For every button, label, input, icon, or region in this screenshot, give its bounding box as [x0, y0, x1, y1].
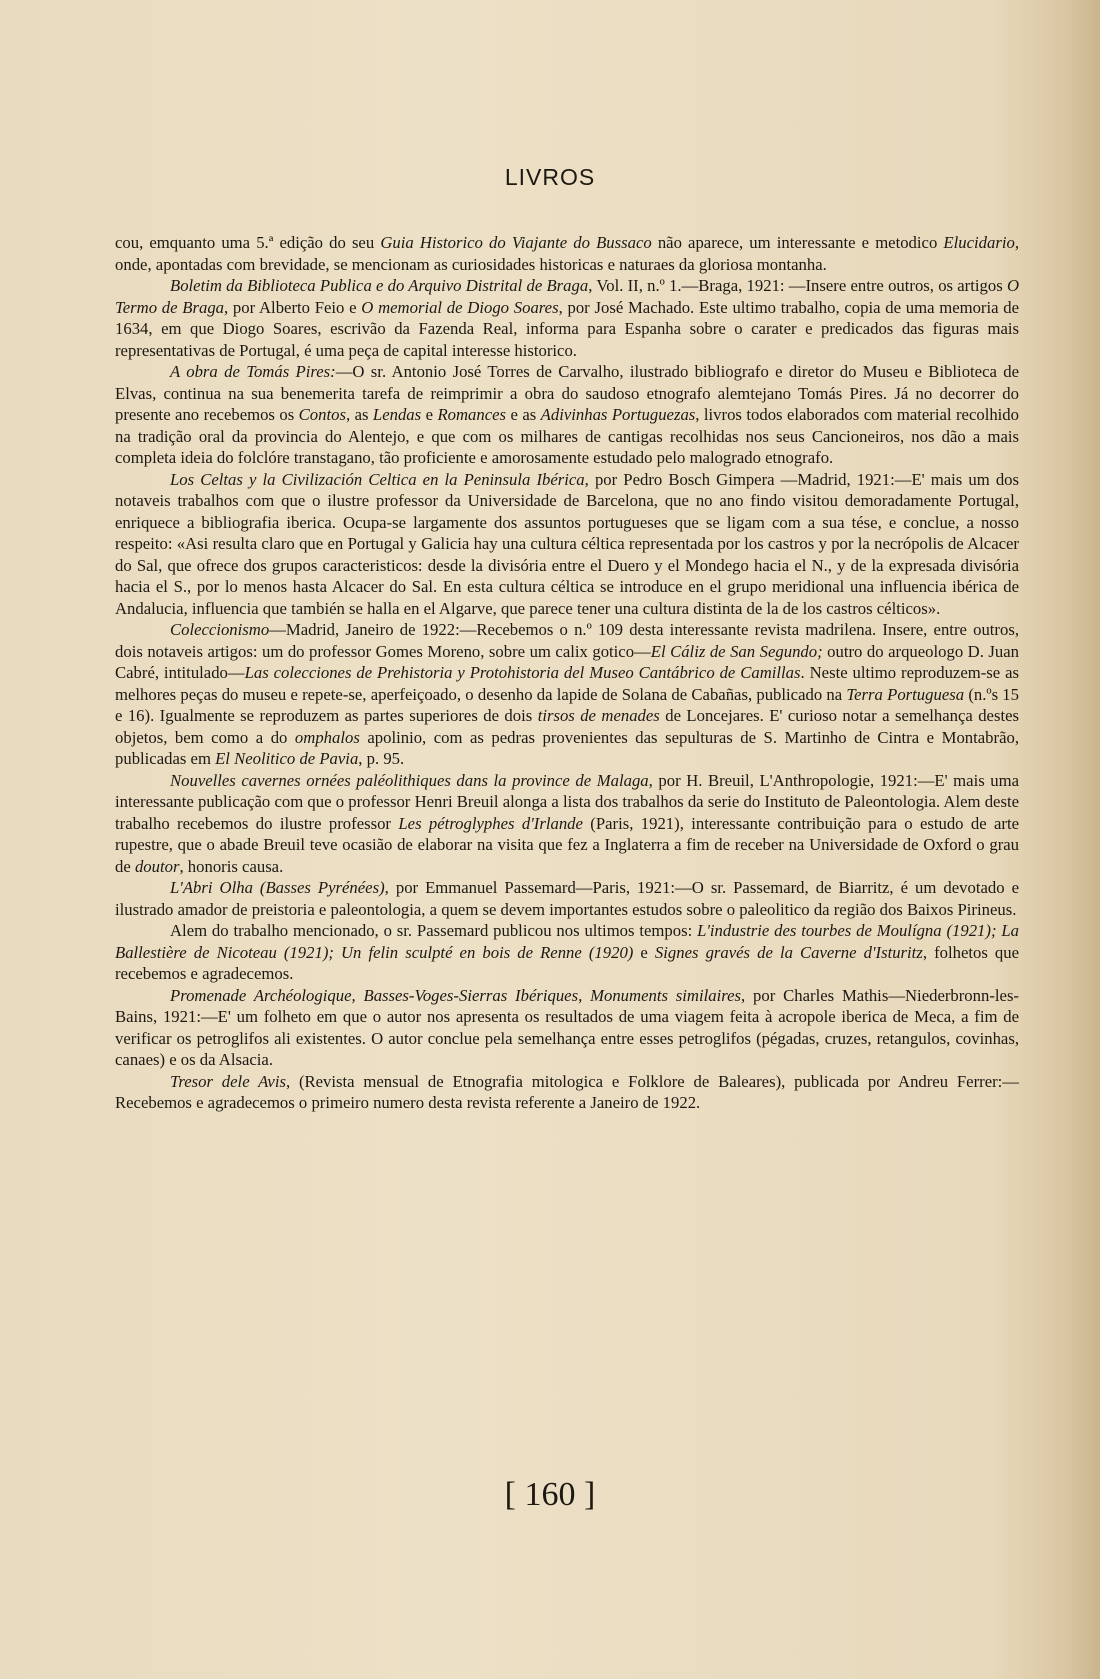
text-run: (n.ºs 15 e 16). Igualmente se reproduzem as partes superiores de dois: [115, 684, 1019, 725]
italic-title: Romances: [437, 405, 507, 424]
paragraph: [115, 361, 1019, 469]
italic-title: Elucidario: [943, 233, 1015, 252]
italic-title: Tresor dele Avis: [170, 1071, 286, 1091]
italic-title: L'Abri Olha (Basses Pyrénées): [170, 878, 385, 897]
paragraph: [115, 770, 1019, 878]
text-run: —Madrid, Janeiro de 1922:—Recebemos o n.º 109 desta interessante revista madrilena. Insere, entre outros, dois notaveis artigos: um do professor Gomes Moreno, sobre um calix gotico—: [115, 620, 1019, 661]
text-run: , Vol. II, n.º 1.—Braga, 1921: —Insere entre outros, os artigos: [588, 276, 1007, 295]
text-run: e: [421, 405, 438, 424]
italic-title: doutor: [134, 856, 180, 876]
italic-title: tirsos de menades: [537, 706, 660, 725]
text-run: outro do arqueologo D. Juan Cabré, intitulado—: [115, 641, 1020, 682]
text-run: Alem do trabalho mencionado, o sr. Passemard publicou nos ultimos tempos:: [170, 921, 698, 940]
italic-title: El Cáliz de San Segundo;: [650, 641, 823, 661]
italic-title: Los Celtas y la Civilización Celtica en la Peninsula Ibérica: [170, 469, 585, 489]
italic-title: O Termo de Braga: [115, 276, 1019, 317]
text-run: apolinio, com as pedras provenientes das sepulturas de S. Martinho de Cintra e Montabrão, publicadas em: [115, 727, 1019, 768]
paragraph: [115, 985, 1019, 1071]
italic-title: Boletim da Biblioteca Publica e do Arquivo Distrital de Braga: [170, 276, 589, 295]
text-run: , por Emmanuel Passemard—Paris, 1921:—O sr. Passemard, de Biarritz, é um devotado e ilustrado amador de preistoria e paleontologia, a quem se devem importantes estudos sobre o paleolitico da região dos Baixos Pirineus.: [115, 878, 1019, 919]
text-run: de Loncejares. E' curioso notar a semelhança destes objetos, bem como a do: [115, 706, 1019, 747]
italic-title: Coleccionismo: [170, 620, 270, 639]
text-run: , por Pedro Bosch Gimpera —Madrid, 1921:—E' mais um dos notaveis trabalhos com que o ilustre professor da Universidade de Barcelona, que no ano findo visitou demoradamente Portugal, enriquece a bibliografia iberica. Ocupa-se largamente dos assuntos portugueses que se ligam com a sua tése, e conclue, a nosso respeito: «Asi resulta claro que en Portugal y Galicia hay una cultura céltica representada por los castros y por la necrópolis de Alcacer do Sal, que ofrece dos grupos caracteristicos: desde la divisória entre el Duero y el Mondego hacia el N., y de la expresada divisória hacia el S., por lo menos hasta Alcacer do Sal. En esta cultura céltica se introduce en el grupo meridional una influencia ibérica de Andalucia, influencia que también se halla en el Algarve, que parece tener una cultura distinta de la de los castros célticos».: [115, 469, 1019, 618]
text-run: , livros todos elaborados com material recolhido na tradição oral da provincia do Alentejo, e que com os milhares de cantigas recolhidas nos seus Cancioneiros, nos dão a mais completa ideia do folclóre transtagano, tão proficiente e amorosamente estudado pelo malogrado etnografo.: [115, 405, 1019, 467]
page-number: [ 160 ]: [504, 1476, 596, 1513]
italic-title: El Neolitico de Pavia: [215, 749, 359, 768]
text-run: , as: [345, 405, 373, 424]
italic-title: Signes gravés de la Caverne d'Isturitz: [654, 942, 923, 962]
italic-title: Las colecciones de Prehistoria y Protohistoria del Museo Cantábrico de Camillas: [244, 663, 801, 682]
text-run: e: [633, 942, 655, 962]
text-run: (Paris, 1921), interessante contribuição para o estudo de arte rupestre, que o abade Breuil teve ocasião de elaborar na visita que fez a Inglaterra a fim de receber na Universidade de Oxford o grau de: [115, 813, 1020, 876]
italic-title: Nouvelles cavernes ornées paléolithiques dans la province de Malaga: [170, 770, 649, 790]
italic-title: Les pétroglyphes d'Irlande: [398, 813, 583, 833]
text-run: , honoris causa.: [179, 856, 284, 876]
paragraph: [115, 232, 1019, 275]
italic-title: omphalos: [294, 727, 360, 747]
text-run: . Neste ultimo reproduzem-se as melhores peças do museu e repete-se, aperfeiçoado, o desenho da lapide de Solana de Cabañas, publicado na: [115, 663, 1019, 704]
text-run: , p. 95.: [358, 749, 405, 768]
text-run: , por Alberto Feio e: [224, 297, 362, 317]
italic-title: Guia Historico do Viajante do Bussaco: [380, 233, 652, 252]
body-text: [115, 232, 1019, 1114]
text-run: , onde, apontadas com brevidade, se mencionam as curiosidades historicas e naturaes da gloriosa montanha.: [115, 233, 1019, 274]
text-run: —O sr. Antonio José Torres de Carvalho, ilustrado bibliografo e diretor do Museu e Biblioteca de Elvas, continua na sua benemerita tarefa de reimprimir a obra do saudoso etnografo alemtejano Tomás Pires. Já no decorrer do presente ano recebemos os: [115, 362, 1019, 424]
italic-title: Contos: [298, 405, 346, 424]
italic-title: L'industrie des tourbes de Moulígna (1921); La Ballestière de Nicoteau (1921); Un felin sculpté en bois de Renne (1920): [115, 921, 1019, 962]
paragraph: [115, 1071, 1019, 1114]
italic-title: Terra Portuguesa: [846, 684, 965, 704]
text-run: cou, emquanto uma 5.ª edição do seu: [115, 233, 381, 252]
text-run: , folhetos que recebemos e agradecemos.: [115, 942, 1020, 983]
text-run: , por Charles Mathis—Niederbronn-les-Bains, 1921:—E' um folheto em que o autor nos apresenta os resultados de uma viagem feita à acropole iberica de Meca, a fim de verificar os petroglifos ali existentes. O autor conclue pela semelhança entre esses petroglifos (pégadas, cruzes, retangulos, covinhas, canaes) e os da Alsacia.: [115, 985, 1019, 1069]
paragraph: [115, 275, 1019, 361]
italic-title: A obra de Tomás Pires:: [170, 362, 336, 381]
italic-title: Promenade Archéologique, Basses-Voges-Sierras Ibériques, Monuments similaires: [170, 985, 742, 1005]
paragraph: [115, 920, 1019, 985]
italic-title: Lendas: [372, 405, 422, 424]
text-run: e as: [506, 405, 541, 424]
text-run: , por José Machado. Este ultimo trabalho, copia de uma memoria de 1634, em que Diogo Soares, escrivão da Fazenda Real, informa para Espanha sobre o carater e predicados das figuras mais representativas de Portugal, é uma peça de capital interesse historico.: [115, 297, 1020, 360]
paragraph: [115, 619, 1019, 770]
text-run: não aparece, um interessante e metodico: [651, 233, 944, 252]
page-header: LIVROS: [504, 164, 596, 190]
italic-title: O memorial de Diogo Soares: [361, 297, 559, 317]
text-run: , por H. Breuil, L'Anthropologie, 1921:—E' mais uma interessante publicação com que o professor Henri Breuil alonga a lista dos trabalhos da serie do Instituto de Paleontologia. Alem deste trabalho recebemos do ilustre professor: [115, 770, 1019, 833]
text-run: , (Revista mensual de Etnografia mitologica e Folklore de Baleares), publicada por Andreu Ferrer:—Recebemos e agradecemos o primeiro numero desta revista referente a Janeiro de 1922.: [115, 1071, 1019, 1112]
paragraph: [115, 469, 1019, 620]
italic-title: Adivinhas Portuguezas: [540, 405, 696, 424]
paragraph: [115, 877, 1019, 920]
